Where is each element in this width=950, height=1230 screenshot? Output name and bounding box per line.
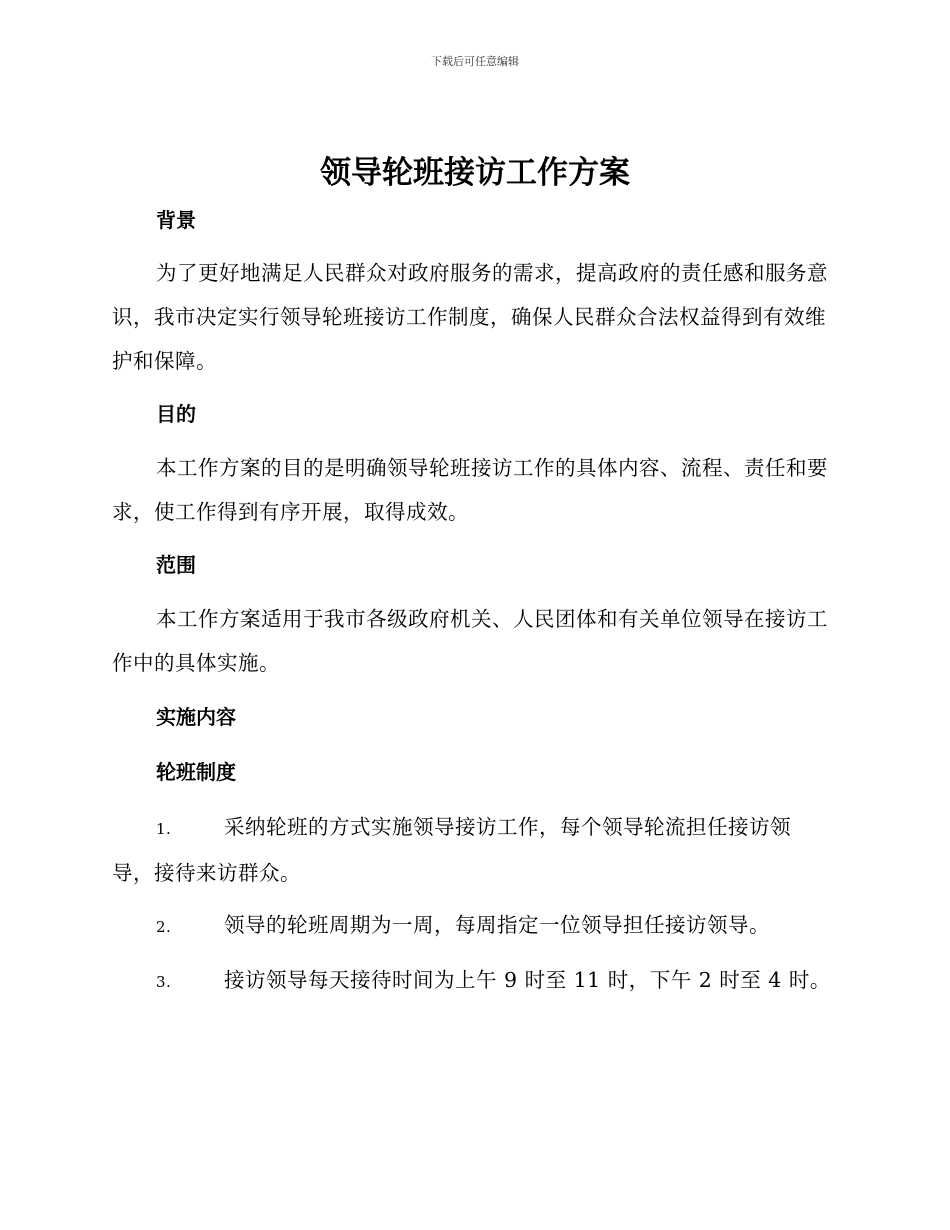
list-item-text: 采纳轮班的方式实施领导接访工作，每个领导轮流担任接访领导，接待来访群众。 <box>112 815 791 885</box>
paragraph-scope: 本工作方案适用于我市各级政府机关、人民团体和有关单位领导在接访工作中的具体实施。 <box>112 607 828 675</box>
list-item-number: 3. <box>156 973 172 991</box>
document-title: 领导轮班接访工作方案 <box>320 155 630 191</box>
paragraph-purpose: 本工作方案的目的是明确领导轮班接访工作的具体内容、流程、责任和要求，使工作得到有序开展，取得成效。 <box>112 456 828 524</box>
section-heading-implementation: 实施内容 <box>156 705 236 729</box>
section-heading-rotation: 轮班制度 <box>156 760 236 784</box>
paragraph-background: 为了更好地满足人民群众对政府服务的需求，提高政府的责任感和服务意识，我市决定实行领导轮班接访工作制度，确保人民群众合法权益得到有效维护和保障。 <box>112 261 828 373</box>
list-item <box>112 903 832 949</box>
list-item-number: 2. <box>156 918 172 936</box>
page-header-note: 下载后可任意编辑 <box>431 55 519 68</box>
section-heading-scope: 范围 <box>156 553 196 577</box>
section-heading-purpose: 目的 <box>156 402 196 426</box>
list-item-text: 接访领导每天接待时间为上午 9 时至 11 时，下午 2 时至 4 时。 <box>224 968 831 992</box>
list-item-text: 领导的轮班周期为一周，每周指定一位领导担任接访领导。 <box>224 913 770 937</box>
list-item <box>112 958 832 1004</box>
list-item <box>112 805 832 895</box>
section-heading-background: 背景 <box>156 208 196 232</box>
list-item-number: 1. <box>156 820 172 838</box>
